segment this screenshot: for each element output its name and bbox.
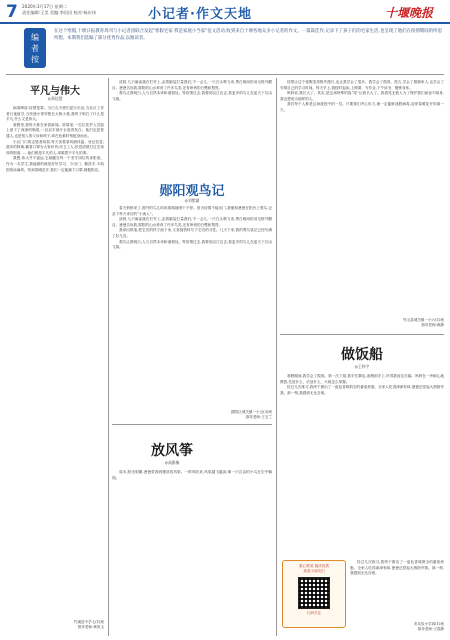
article-credit-4: [280, 318, 444, 328]
qr-line-2: 欢迎小朋友们: [303, 569, 325, 573]
paragraph: 周末,阳光明媚,爸爸带我到楼顶放风筝。一阵风吹来,风筝越飞越高,像一只自由的小鸟在空中翱翔。: [112, 470, 272, 480]
page-header: [0, 0, 450, 24]
badge-char-3: 按: [31, 54, 39, 64]
section-title: 小记者·作文天地: [148, 7, 252, 22]
credit-teacher: 指导老师:黄静: [421, 323, 444, 327]
page-number: 7: [6, 2, 18, 22]
date-line: 2020年3月17日 星期二: [22, 4, 68, 9]
paragraph: 疫情让这个寒假变得格外漫长,也让我学会了很多。我学会了做饭、洗衣,学会了照顾家人,也学会了安排自己的学习时间。每天早上,我按时起床,上网课、写作业,下午读书、锻炼身体。: [280, 80, 444, 90]
article-title-1: 平凡与伟大: [30, 86, 80, 97]
article-body-1: [6, 106, 104, 620]
paragraph: 清晨,几只麻雀落在栏杆上,歪着脑袋打量我们;不一会儿,一只白头鹎飞来,黑白相间的羽毛格外醒目。爸爸告诉我,郧阳的山水养育了许多鸟类,还有珍贵的白鹭和鸳鸯。: [112, 80, 272, 90]
article-title-3: 放风筝: [151, 443, 193, 459]
article-credit-2: [112, 410, 272, 420]
article-credit-1: [6, 620, 104, 630]
article-byline-3: ◎高雅楠: [164, 460, 180, 465]
paragraph: 我们每个人都是这场战役中的一员。只要我们齐心协力,就一定能够战胜病毒,迎来春暖花开的那一天。: [280, 102, 444, 112]
paragraph: 小区门口的志愿者叔叔,每天顶着寒风测体温、登记信息;超市的阿姨,戴着口罩为大家补货;环卫工人,依旧清晨扫过空荡荡的街道……他们都是平凡的人,却做着不平凡的事。: [6, 139, 104, 155]
qr-line-1: 重心吸氧 阅读优質: [299, 564, 329, 568]
editor-note-badge: [24, 28, 46, 68]
credit-school: 郧阳区城关镇一小五(3)班: [230, 410, 272, 414]
credit-teacher: 指导老师:黄凤玉: [77, 625, 104, 629]
credit-school: 竹山县城关镇一小六(1)班: [402, 318, 444, 322]
article-byline-1: ◎郑佳慧: [47, 96, 63, 101]
paragraph: 清晨,几只麻雀落在栏杆上,歪着脑袋打量我们;不一会儿,一只白头鹎飞来,黑白相间的羽毛格外醒目。爸爸告诉我,郧阳的山水养育了许多鸟类,还有珍贵的白鹭和鸳鸯。: [112, 217, 272, 227]
header-rule: [0, 22, 450, 24]
credit-teacher: 指导老师:王玉兰: [245, 415, 272, 419]
article-byline-2: ◎刘紫涵: [184, 198, 200, 203]
article-body-4: [280, 80, 444, 316]
divider-editor-note: [6, 74, 444, 75]
credit-school: 竹溪县中学七(1)班: [73, 620, 104, 624]
qr-line-3: 扫码关注: [306, 611, 322, 615]
newspaper-logo: 十堰晚报: [385, 6, 434, 20]
article-body-5-tail: [350, 560, 444, 620]
paragraph: 经过几次练习,我终于做出了一盘色香味俱全的番茄炒蛋。全家人吃得津津有味,爸爸还竖起大拇指夸我。那一刻,我感到无比自豪。: [280, 385, 444, 395]
column-divider-2: [276, 78, 277, 636]
divider-col2: [112, 424, 272, 425]
article-body-3: [112, 470, 272, 510]
article-credit-5: [350, 622, 444, 632]
paragraph: 寒假期间,我学会了做饭。第一次下厨,我手忙脚乱,油溅到手上,吓得我直往后躲。妈妈在一旁耐心地教我,先放什么、后放什么、火候怎么掌握。: [280, 374, 444, 384]
column-divider-1: [108, 78, 109, 636]
article-body-5: [280, 374, 444, 556]
paragraph: 妈妈说,我长大了。其实,是这场特殊的战“疫”让我长大了。我看见无数人为了保护我们而奋不顾身,我也想成为那样的人。: [280, 91, 444, 101]
article-body-2-top: [112, 80, 272, 176]
paragraph: 观鸟让我明白,人与自然本该和谐相处。等疫情过去,我要到汉江边去,看更多的鸟儿在蓝天下自由飞翔。: [112, 239, 272, 250]
qr-code-icon[interactable]: [298, 577, 330, 609]
article-title-5: 做饭船: [341, 347, 383, 363]
article-title-2: 郧阳观鸟记: [159, 184, 225, 199]
editor-note-text: 在这个寒假,十堰日报教育周刊与小记者团联合发起"寒假宅家·我是家庭小当家"征文活动,收到来自十堰各地众多小记者的作文。一篇篇佳作,记录下了孩子们的宅家生活,也呈现了他们在疫情期间的所思所想。本期我们选编了部分优秀作品,以飨读者。: [54, 29, 442, 41]
article-byline-5: ◎王梓宇: [354, 364, 370, 369]
qr-promo-box: [282, 560, 346, 628]
badge-char-2: 者: [31, 43, 39, 53]
badge-char-1: 编: [31, 32, 39, 42]
credit-teacher: 指导老师:王春静: [417, 627, 444, 631]
article-body-2: [112, 206, 272, 406]
editor-line: 责任编辑:王美 美编:李田田 校对:杨庆伟: [22, 10, 96, 15]
paragraph: 我想,伟大并不遥远,它就藏在每一个坚守岗位的身影里。作为一名学生,我能做的就是好好学习、少出门、勤洗手,不给国家添麻烦。待到春暖花开,我们一定能摘下口罩,拥抱阳光。: [6, 156, 104, 172]
paragraph: 春天悄悄来了,窗外的鸟儿叽叽喳喳地唱个不停。因为疫情不能出门,我便和爸爸在阳台上观鸟,记录下每天来访的“小客人”。: [112, 206, 272, 216]
divider-col3: [280, 334, 444, 335]
paragraph: 经过几次练习,我终于做出了一盘色香味俱全的番茄炒蛋。全家人吃得津津有味,爸爸还竖起大拇指夸我。那一刻,我感到无比自豪。: [350, 560, 444, 576]
paragraph: 寒假里,我每天都在家看新闻。屏幕里,一位位医护人员脸上留下了深深的勒痕,一双双手被汗水泡得发白。他们也是普通人,也是别人的父母和孩子,却在危难时刻挺身而出。: [6, 122, 104, 138]
paragraph: 我拿出纸笔,把它们的样子画下来,又查阅资料写下它们的习性。几天下来,我的观鸟笔记已经写满了好几页。: [112, 228, 272, 238]
credit-school: 市实验小学四(1)班: [413, 622, 444, 626]
paragraph: 观鸟让我明白,人与自然本该和谐相处。等疫情过去,我要到汉江边去,看更多的鸟儿在蓝天下自由飞翔。: [112, 91, 272, 101]
paragraph: 病毒肆虐,疫情笼罩。当白衣天使们逆行出征,当社区工作者日夜值守,当快递小哥穿梭在大街小巷,我终于明白了什么是平凡,什么又是伟大。: [6, 106, 104, 122]
